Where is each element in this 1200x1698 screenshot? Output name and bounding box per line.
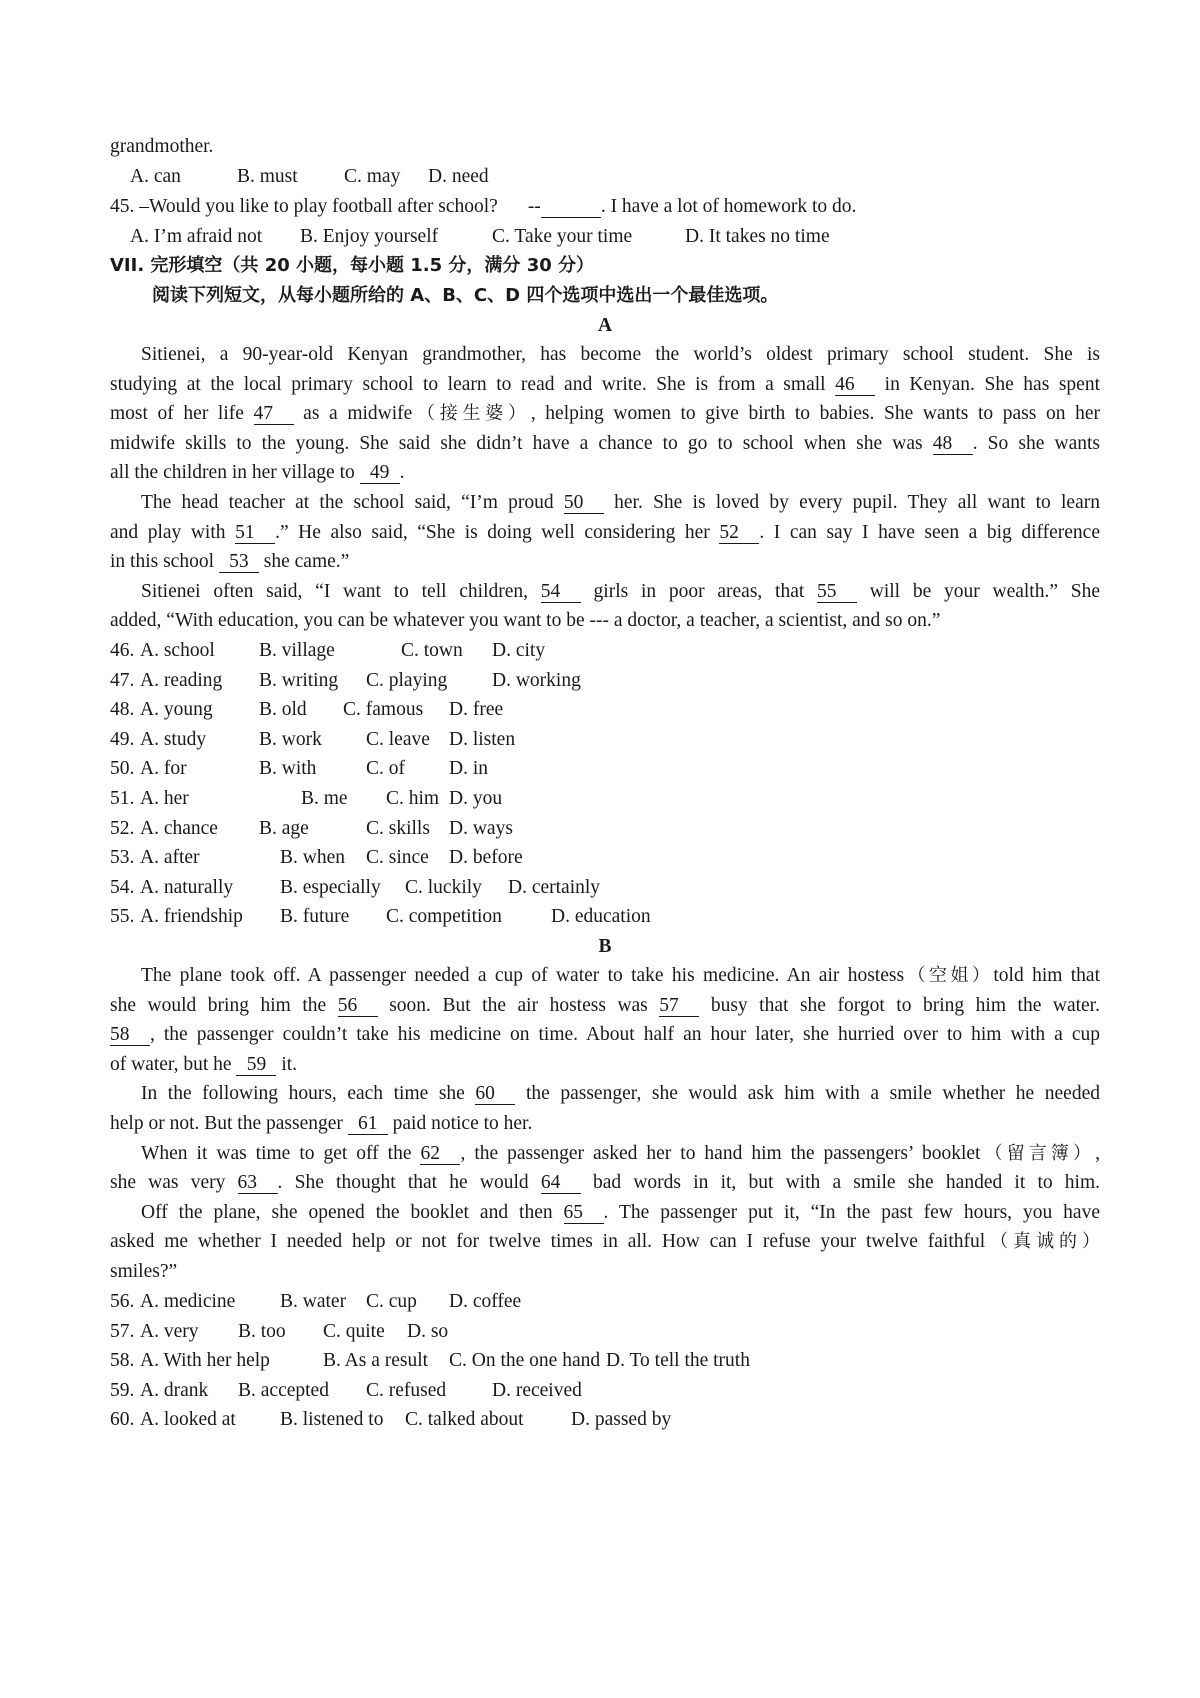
question-number: 60.	[110, 1409, 135, 1431]
question-number: 49.	[110, 728, 135, 750]
option-c: C. him	[386, 788, 440, 809]
option-d: D. working	[492, 669, 581, 691]
option-b: B. especially	[280, 876, 381, 898]
passage-a-line	[110, 372, 1100, 398]
q45-option-a: A. I’m afraid not	[130, 226, 263, 247]
passage-b-line	[110, 1229, 1100, 1255]
question-number: 50.	[110, 758, 135, 780]
q44-option-b: B. must	[237, 166, 298, 187]
passage-text: . So she wants	[972, 432, 1100, 454]
option-b: B. with	[259, 758, 317, 780]
passage-text: added, “With education, you can be whatever you want to be --- a doctor, a teacher, a scientist, and so on.”	[110, 610, 941, 632]
option-b: B. water	[280, 1291, 347, 1312]
option-a: A. after	[140, 847, 200, 869]
q45-blank	[541, 197, 601, 218]
option-a: A. reading	[140, 669, 223, 691]
passage-a-line	[141, 579, 1100, 605]
passage-a-line	[110, 608, 1100, 634]
passage-text: bad words in it, but with a smile she handed it to him.	[580, 1172, 1101, 1194]
passage-b-line	[141, 1081, 1100, 1107]
passage-text: in Kenyan. She has spent	[875, 373, 1101, 395]
blank-57: 57	[659, 996, 699, 1017]
blank-52: 52	[719, 523, 759, 544]
gloss-text: （留言簿）	[980, 1142, 1096, 1164]
option-c: C. competition	[386, 906, 502, 928]
option-a: A. study	[140, 728, 207, 750]
blank-50: 50	[564, 493, 604, 514]
passage-text: . The passenger put it, “In the past few hours, you have	[603, 1201, 1100, 1223]
option-c: C. town	[401, 640, 463, 661]
passage-b-line	[110, 1052, 1100, 1078]
option-d: D. passed by	[571, 1409, 672, 1431]
passage-text: she came.”	[258, 551, 350, 573]
passage-text: it.	[276, 1053, 298, 1075]
passage-text: most of her life	[110, 403, 254, 425]
q45-option-c: C. Take your time	[492, 226, 633, 247]
passage-text: .	[399, 462, 405, 484]
passage-text: , helping women to give birth to babies. She wants to pass on her	[530, 403, 1101, 425]
option-b: B. too	[238, 1320, 286, 1342]
passage-b-line	[110, 1170, 1100, 1196]
passage-a-title: A	[597, 315, 613, 336]
gloss-text: （空姐）	[904, 965, 994, 986]
option-a: A. drank	[140, 1379, 209, 1401]
passage-text: midwife skills to the young. She said she didn’t have a chance to go to school when she was	[110, 432, 933, 454]
option-d: D. To tell the truth	[606, 1350, 750, 1372]
option-b: B. future	[280, 906, 350, 928]
passage-text: and play with	[110, 521, 236, 543]
blank-48: 48	[933, 434, 973, 455]
q44-tail-text: grandmother.	[110, 136, 214, 157]
passage-text: Sitienei, a 90-year-old Kenyan grandmother, has become the world’s oldest primary school student. She is	[141, 344, 1100, 365]
option-c: C. quite	[323, 1320, 385, 1342]
passage-text: soon. But the air hostess was	[377, 994, 660, 1016]
option-a: A. looked at	[140, 1409, 236, 1431]
passage-a-line	[110, 401, 1100, 427]
question-number: 56.	[110, 1291, 135, 1312]
option-c: C. playing	[366, 669, 448, 691]
question-number: 58.	[110, 1350, 135, 1372]
passage-text: , the passenger couldn’t take his medicine on time. About half an hour later, she hurried over to him with a cup	[150, 1024, 1100, 1046]
passage-b-line	[110, 1259, 1100, 1285]
passage-a-line	[141, 490, 1100, 516]
option-d: D. ways	[449, 817, 513, 839]
blank-51: 51	[235, 523, 275, 544]
blank-62: 62	[420, 1144, 460, 1165]
option-c: C. refused	[366, 1379, 447, 1401]
option-d: D. in	[449, 758, 488, 780]
option-a: A. naturally	[140, 876, 234, 898]
q45-stem-end: . I have a lot of homework to do.	[600, 196, 857, 217]
q45-stem-text: 45. –Would you like to play football after school?	[110, 196, 498, 217]
option-c: C. famous	[343, 699, 424, 721]
passage-text: , the passenger asked her to hand him the passengers’ booklet	[460, 1142, 981, 1164]
option-d: D. education	[551, 906, 651, 928]
option-c: C. luckily	[405, 876, 482, 898]
q44-option-d: D. need	[428, 166, 489, 187]
passage-text: When it was time to get off the	[141, 1142, 421, 1164]
passage-b-line	[141, 1141, 1100, 1167]
option-d: D. free	[449, 699, 504, 721]
passage-text: .” He also said, “She is doing well considering her	[275, 521, 720, 543]
question-number: 48.	[110, 699, 135, 721]
option-c: C. leave	[366, 728, 430, 750]
passage-text: The plane took off. A passenger needed a cup of water to take his medicine. An air hostess	[141, 965, 905, 986]
passage-text: girls in poor areas, that	[580, 580, 818, 602]
q44-option-a: A. can	[130, 166, 181, 187]
passage-text: Off the plane, she opened the booklet and then	[141, 1201, 564, 1223]
passage-a-line	[110, 431, 1100, 457]
passage-text: asked me whether I needed help or not for twelve times in all. How can I refuse your twelve faithful	[110, 1231, 986, 1253]
option-c: C. On the one hand	[449, 1350, 601, 1372]
passage-a-line	[110, 520, 1100, 546]
passage-text: help or not. But the passenger	[110, 1113, 348, 1134]
passage-b-line	[110, 1111, 1100, 1137]
question-number: 55.	[110, 906, 135, 928]
option-c: C. cup	[366, 1291, 417, 1312]
q45-option-d: D. It takes no time	[685, 226, 830, 247]
section-instruction: 阅读下列短文，从每小题所给的 A、B、C、D 四个选项中选出一个最佳选项。	[152, 285, 779, 306]
option-a: A. her	[140, 788, 189, 809]
option-c: C. since	[366, 847, 429, 869]
passage-text: The head teacher at the school said, “I’m proud	[141, 492, 564, 513]
option-a: A. very	[140, 1320, 199, 1342]
passage-text: ,	[1095, 1142, 1101, 1164]
blank-46: 46	[835, 375, 875, 396]
option-b: B. accepted	[238, 1379, 329, 1401]
passage-text: she was very	[110, 1172, 238, 1194]
passage-a-line	[110, 460, 1100, 486]
passage-b-line	[110, 1022, 1100, 1048]
option-a: A. young	[140, 699, 213, 721]
option-a: A. for	[140, 758, 187, 780]
blank-61: 61	[348, 1114, 388, 1135]
question-number: 59.	[110, 1379, 135, 1401]
option-a: A. school	[140, 640, 215, 661]
question-number: 46.	[110, 640, 135, 661]
option-b: B. village	[259, 640, 335, 661]
option-c: C. talked about	[405, 1409, 524, 1431]
blank-60: 60	[475, 1084, 515, 1105]
gloss-text: （接生婆）	[412, 403, 531, 425]
passage-text: smiles?”	[110, 1261, 178, 1282]
passage-b-line	[141, 1200, 1100, 1226]
q45-dash: --	[527, 196, 541, 217]
blank-64: 64	[541, 1173, 581, 1194]
passage-text: told him that	[993, 965, 1100, 986]
option-b: B. As a result	[323, 1350, 429, 1372]
passage-text: In the following hours, each time she	[141, 1083, 476, 1105]
option-d: D. listen	[449, 728, 516, 750]
blank-49: 49	[360, 463, 400, 484]
blank-65: 65	[564, 1203, 604, 1224]
passage-text: . I can say I have seen a big difference	[759, 521, 1100, 543]
passage-text: her. She is loved by every pupil. They all want to learn	[603, 492, 1100, 513]
passage-text: as a midwife	[293, 403, 413, 425]
option-d: D. so	[407, 1320, 449, 1342]
option-c: C. skills	[366, 817, 430, 839]
option-b: B. when	[280, 847, 345, 869]
blank-55: 55	[817, 582, 857, 603]
passage-a-line	[141, 342, 1100, 368]
gloss-text: （真诚的）	[985, 1231, 1101, 1253]
passage-text: all the children in her village to	[110, 462, 360, 484]
option-d: D. city	[492, 640, 546, 661]
question-number: 51.	[110, 788, 135, 809]
question-number: 47.	[110, 669, 135, 691]
passage-text: Sitienei often said, “I want to tell children,	[141, 580, 541, 602]
option-b: B. listened to	[280, 1409, 384, 1431]
option-a: A. chance	[140, 817, 218, 839]
q45-stem	[110, 194, 1100, 220]
passage-text: will be your wealth.” She	[857, 580, 1100, 602]
q44-stem-tail	[110, 134, 1100, 160]
passage-text: studying at the local primary school to learn to read and write. She is from a small	[110, 373, 836, 395]
option-d: D. received	[492, 1379, 582, 1401]
blank-54: 54	[541, 582, 581, 603]
question-number: 54.	[110, 876, 135, 898]
option-c: C. of	[366, 758, 405, 780]
option-b: B. age	[259, 817, 309, 839]
option-a: A. With her help	[140, 1350, 270, 1372]
blank-53: 53	[219, 552, 259, 573]
blank-59: 59	[236, 1055, 276, 1076]
blank-47: 47	[254, 404, 294, 425]
q44-option-c: C. may	[344, 166, 401, 187]
option-d: D. certainly	[508, 876, 601, 898]
passage-text: busy that she forgot to bring him the water.	[699, 994, 1100, 1016]
q45-option-b: B. Enjoy yourself	[300, 226, 439, 247]
passage-text: the passenger, she would ask him with a smile whether he needed	[515, 1083, 1100, 1105]
option-b: B. old	[259, 699, 307, 721]
passage-text: paid notice to her.	[387, 1113, 533, 1134]
passage-b-line	[110, 993, 1100, 1019]
question-number: 52.	[110, 817, 135, 839]
option-d: D. you	[449, 788, 503, 809]
passage-b-title: B	[598, 936, 612, 957]
blank-58: 58	[110, 1025, 150, 1046]
passage-text: of water, but he	[110, 1053, 237, 1075]
passage-b-line	[141, 963, 1100, 989]
option-d: D. before	[449, 847, 523, 869]
option-d: D. coffee	[449, 1291, 522, 1312]
passage-a-line	[110, 549, 1100, 575]
option-b: B. me	[301, 788, 348, 809]
passage-text: . She thought that he would	[277, 1172, 541, 1194]
passage-text: she would bring him the	[110, 994, 338, 1016]
section-heading: VII. 完形填空（共 20 小题，每小题 1.5 分，满分 30 分）	[110, 255, 595, 276]
question-number: 53.	[110, 847, 135, 869]
option-b: B. writing	[259, 669, 339, 691]
passage-text: in this school	[110, 551, 219, 573]
option-b: B. work	[259, 728, 322, 750]
option-a: A. friendship	[140, 906, 243, 928]
blank-63: 63	[238, 1173, 278, 1194]
blank-56: 56	[338, 996, 378, 1017]
question-number: 57.	[110, 1320, 135, 1342]
option-a: A. medicine	[140, 1291, 236, 1312]
